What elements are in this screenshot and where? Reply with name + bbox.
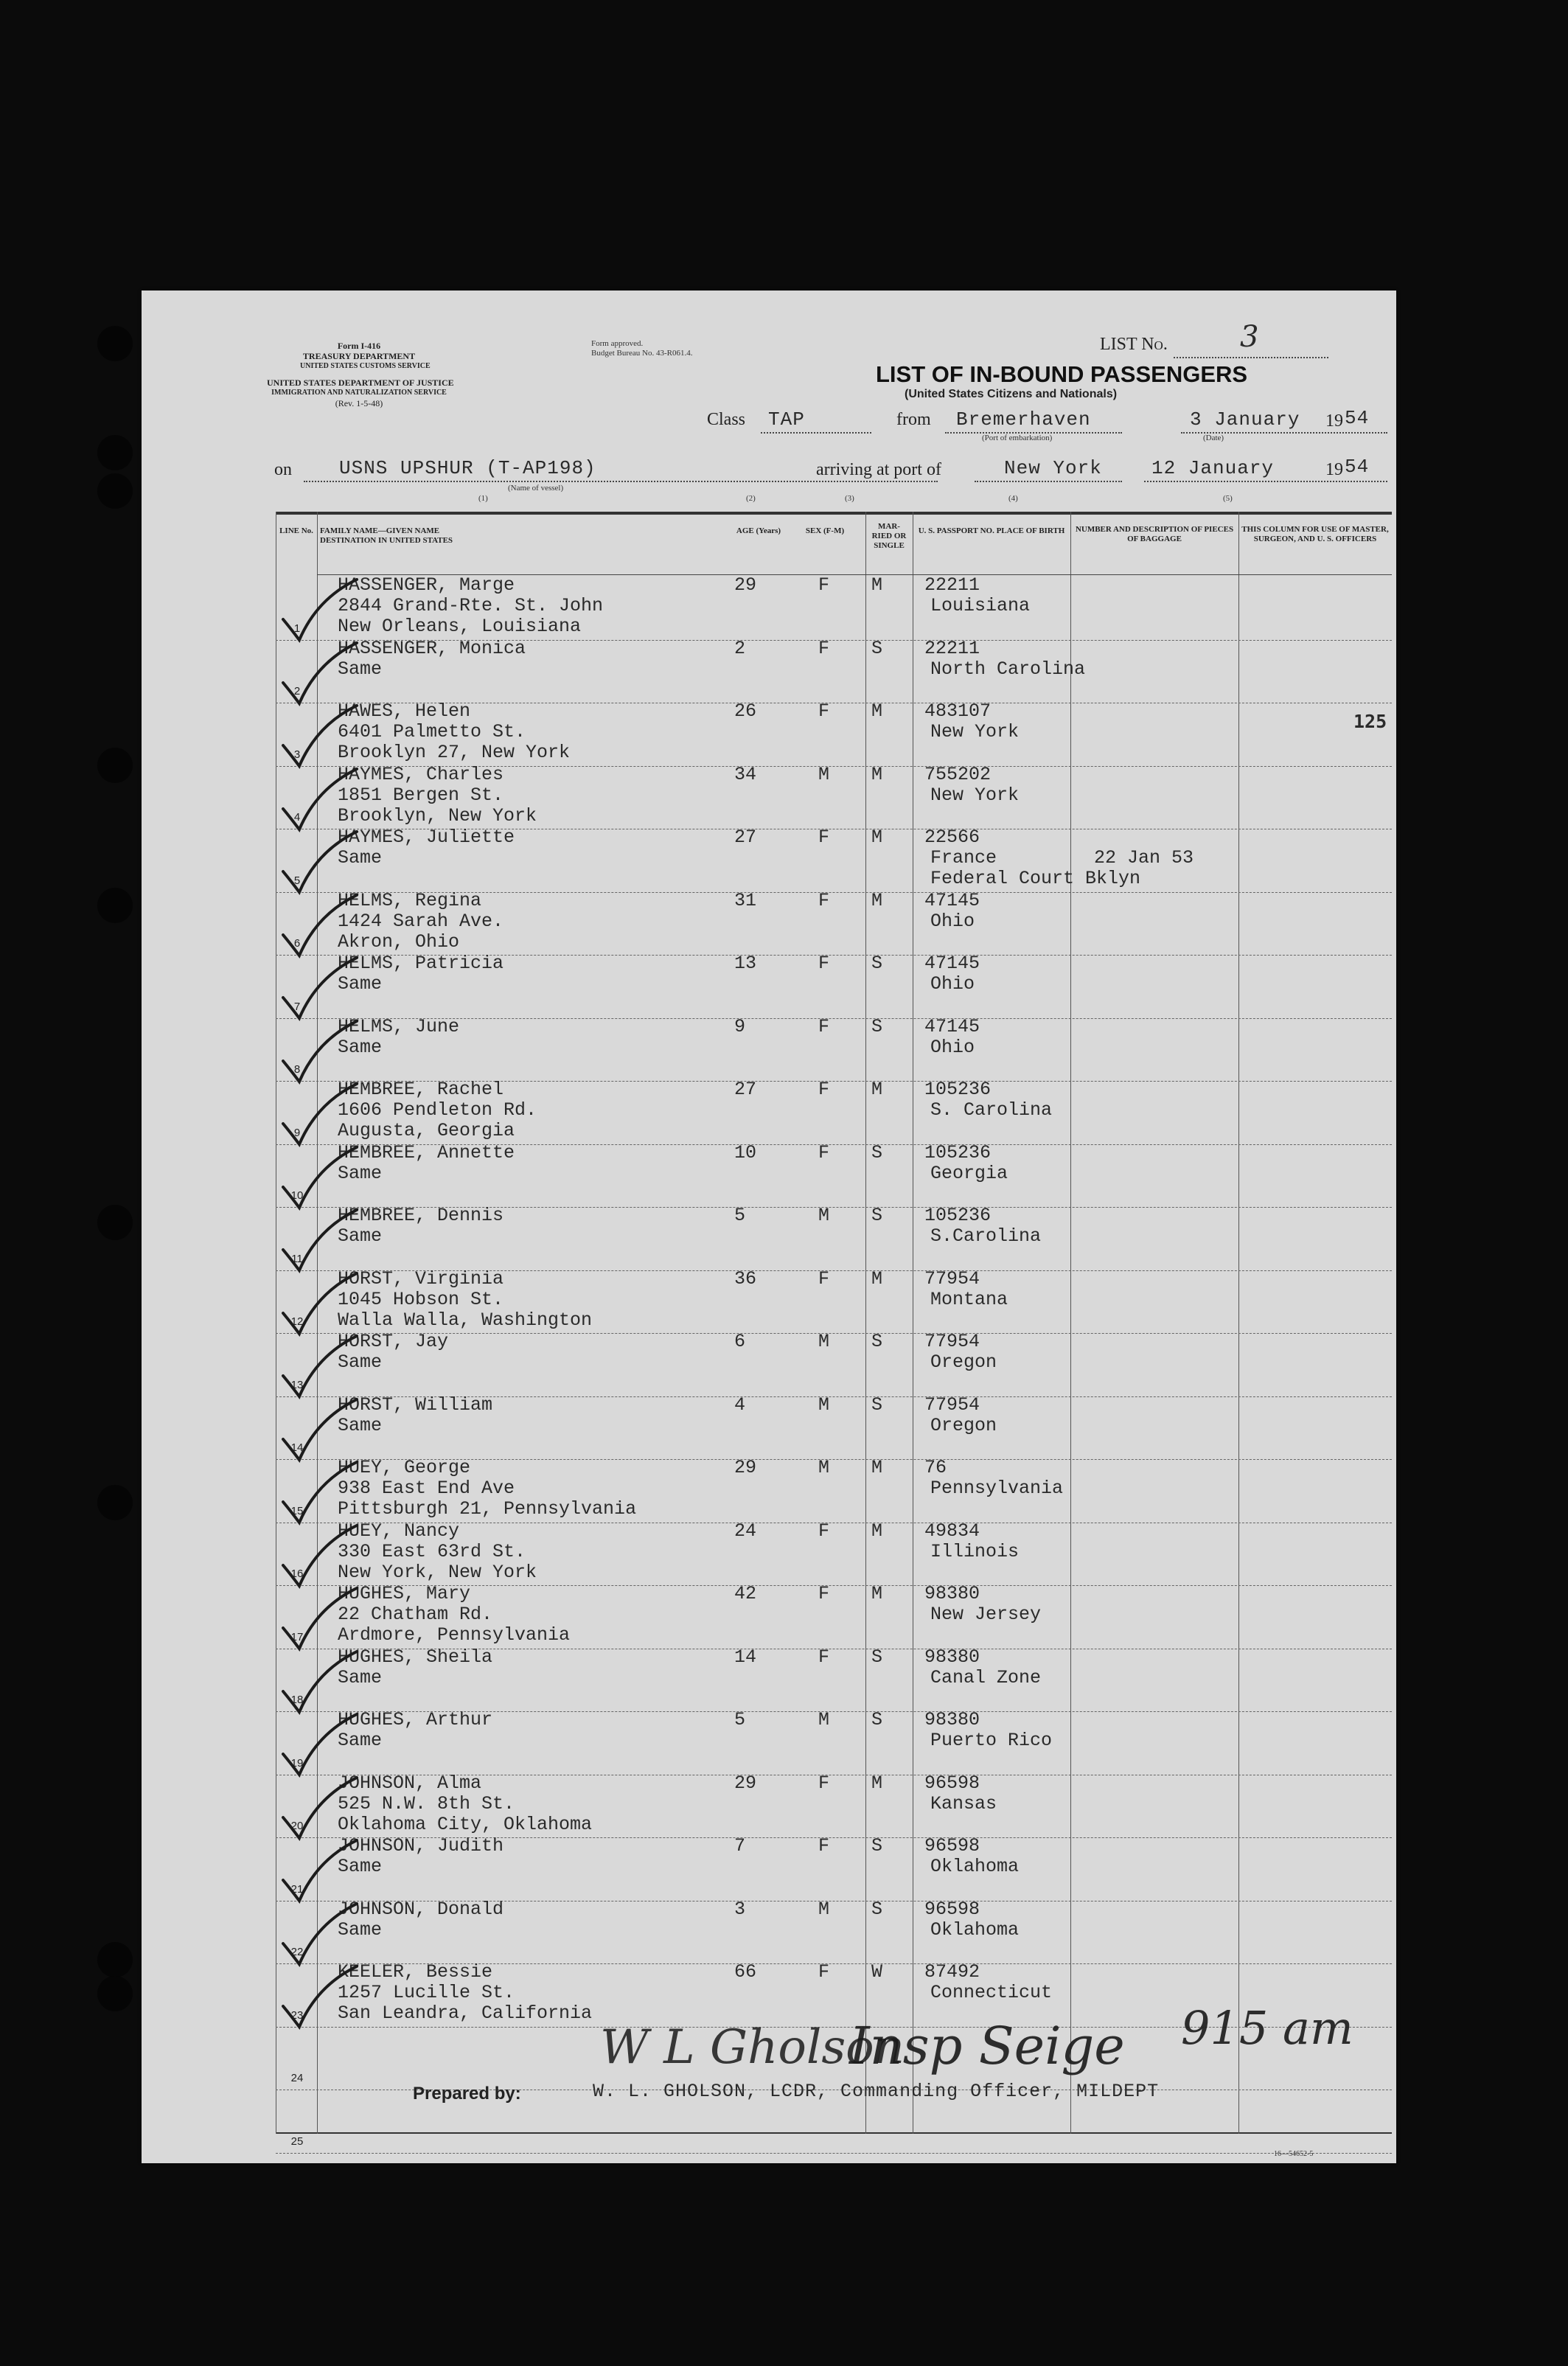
place-of-birth: Pennsylvania (930, 1478, 1064, 1499)
address-line-1: 525 N.W. 8th St. (338, 1792, 515, 1814)
line-number: 17 (290, 1630, 304, 1643)
passport-number: 98380 (924, 1583, 980, 1604)
passport-number: 96598 (924, 1835, 980, 1857)
place-of-birth: Puerto Rico (930, 1730, 1053, 1751)
embark-caption: (Port of embarkation) (982, 434, 1053, 442)
embark-year: 54 (1345, 407, 1370, 429)
table-row (276, 1837, 1392, 1901)
table-row (276, 829, 1392, 892)
sex-value: F (818, 953, 830, 974)
port-of-embarkation: Bremerhaven (956, 408, 1091, 431)
place-of-birth: Oklahoma (930, 1918, 1020, 1941)
col-num-3: (3) (845, 494, 854, 503)
col-header-married: MAR-RIED OR SINGLE (871, 522, 907, 550)
address-line-1: 1851 Bergen St. (338, 784, 504, 806)
table-row (276, 1393, 1392, 1460)
form-number: Form I-416 (337, 341, 381, 351)
address-line-1: 938 East End Ave (338, 1478, 515, 1499)
passenger-name: HELMS, Regina (338, 889, 482, 911)
age-value: 29 (734, 1772, 757, 1794)
sex-value: M (818, 1393, 830, 1416)
place-of-birth: Oregon (930, 1351, 997, 1373)
line-number: 4 (293, 811, 301, 824)
baggage-note: 22 Jan 53 (1094, 847, 1194, 869)
baggage-note-2: Federal Court Bklyn (930, 868, 1141, 889)
punch-hole (97, 748, 133, 783)
place-of-birth: New Jersey (930, 1604, 1042, 1625)
punch-hole (97, 1205, 133, 1240)
sex-value: F (818, 1646, 830, 1668)
line-number: 10 (290, 1189, 304, 1202)
dept-treasury: TREASURY DEPARTMENT (302, 351, 416, 361)
address-line-2: Akron, Ohio (338, 930, 460, 953)
punch-hole (97, 435, 133, 470)
place-of-birth: Canal Zone (930, 1666, 1042, 1688)
table-row (276, 889, 1392, 956)
passenger-name: HUEY, Nancy (338, 1520, 460, 1542)
table-row (276, 763, 1392, 829)
marital-status: M (871, 1457, 883, 1478)
table-row (276, 1520, 1392, 1586)
address-line-1: Same (338, 1225, 383, 1247)
address-line-1: 1606 Pendleton Rd. (338, 1099, 537, 1121)
list-no-value: 3 (1240, 320, 1260, 354)
line-number: 25 (290, 2134, 304, 2148)
place-of-birth: Georgia (930, 1162, 1008, 1184)
line-number: 12 (290, 1315, 304, 1328)
sex-value: M (818, 1205, 830, 1226)
form-footer-code: 16—54652-5 (1274, 2150, 1314, 2158)
address-line-1: 6401 Palmetto St. (338, 721, 526, 742)
passenger-name: HORST, William (338, 1393, 493, 1416)
line-number: 9 (293, 1126, 301, 1139)
table-row (276, 1459, 1392, 1523)
place-of-birth: Oklahoma (930, 1856, 1020, 1877)
sex-value: F (818, 1583, 830, 1604)
line-number: 18 (290, 1694, 304, 1706)
punch-hole (97, 473, 133, 509)
line-number: 20 (290, 1820, 304, 1832)
passenger-name: HEMBREE, Dennis (338, 1205, 504, 1226)
marital-status: S (871, 1709, 883, 1730)
passport-number: 96598 (924, 1772, 980, 1794)
punch-hole (97, 326, 133, 361)
embark-date: 3 January (1190, 408, 1300, 431)
arriving-label: arriving at port of (816, 460, 941, 479)
age-value: 66 (734, 1961, 757, 1983)
agency-block (300, 341, 431, 372)
dept-justice: UNITED STATES DEPARTMENT OF JUSTICE (267, 377, 454, 388)
address-line-1: Same (338, 847, 383, 869)
table-row (276, 637, 1392, 703)
col-header-baggage: NUMBER AND DESCRIPTION OF PIECES OF BAGGAGE (1075, 525, 1234, 543)
address-line-1: 1424 Sarah Ave. (338, 910, 504, 932)
marital-status: S (871, 1835, 883, 1857)
sex-value: M (818, 1457, 830, 1478)
address-line-2: Ardmore, Pennsylvania (338, 1624, 571, 1646)
sex-value: F (818, 1015, 830, 1037)
date-caption: (Date) (1203, 434, 1224, 442)
address-line-1: 1257 Lucille St. (338, 1982, 515, 2003)
on-label: on (274, 460, 292, 479)
address-line-2: Oklahoma City, Oklahoma (338, 1813, 593, 1835)
dept-customs: UNITED STATES CUSTOMS SERVICE (300, 362, 431, 370)
passport-number: 77954 (924, 1267, 980, 1290)
col-num-1: (1) (478, 494, 488, 503)
marital-status: M (871, 574, 883, 596)
line-number: 19 (290, 1756, 304, 1770)
place-of-birth: Louisiana (930, 595, 1031, 616)
table-row (276, 1646, 1392, 1712)
age-value: 27 (734, 827, 757, 848)
line-number: 23 (290, 2008, 304, 2022)
passenger-name: HAYMES, Juliette (338, 827, 515, 848)
marital-status: S (871, 1393, 883, 1416)
address-line-1: Same (338, 1666, 383, 1688)
age-value: 24 (734, 1520, 757, 1542)
place-of-birth: Ohio (930, 973, 975, 995)
marital-status: S (871, 953, 883, 974)
age-value: 4 (734, 1393, 746, 1416)
table-row (276, 1711, 1392, 1775)
line-number: 2 (293, 685, 301, 697)
passport-number: 96598 (924, 1898, 980, 1920)
table-row (276, 1081, 1392, 1144)
place-of-birth: Connecticut (930, 1982, 1053, 2003)
age-value: 6 (734, 1331, 746, 1352)
line-number: 22 (290, 1946, 304, 1958)
class-underline (761, 432, 871, 434)
address-line-1: Same (338, 1162, 383, 1184)
passenger-name: HAWES, Helen (338, 700, 471, 722)
passenger-name: HELMS, Patricia (338, 953, 504, 974)
passenger-name: HAYMES, Charles (338, 763, 504, 785)
marital-status: S (871, 637, 883, 659)
address-line-1: Same (338, 1036, 383, 1058)
place-of-birth: France (930, 847, 997, 869)
passport-number: 105236 (924, 1141, 992, 1163)
passenger-name: KEELER, Bessie (338, 1961, 493, 1983)
passport-number: 76 (924, 1457, 947, 1478)
passport-number: 49834 (924, 1520, 980, 1542)
line-number: 8 (293, 1063, 301, 1076)
punch-hole (97, 1976, 133, 2011)
place-of-birth: Ohio (930, 910, 975, 932)
passenger-name: JOHNSON, Alma (338, 1772, 482, 1794)
table-row (276, 955, 1392, 1018)
col-num-5: (5) (1223, 494, 1233, 503)
place-of-birth: New York (930, 784, 1020, 806)
marital-status: M (871, 1583, 883, 1604)
passenger-name: JOHNSON, Judith (338, 1835, 504, 1857)
table-row (276, 1267, 1392, 1334)
line-number: 6 (293, 937, 301, 950)
vessel-caption: (Name of vessel) (508, 484, 564, 493)
passenger-name: HEMBREE, Rachel (338, 1079, 504, 1100)
age-value: 2 (734, 637, 746, 659)
passenger-name: HUGHES, Arthur (338, 1709, 493, 1730)
line-number: 14 (290, 1441, 304, 1454)
passenger-name: HUGHES, Sheila (338, 1646, 493, 1668)
sex-value: F (818, 1267, 830, 1290)
arrival-port: New York (1004, 457, 1102, 479)
table-row (276, 574, 1392, 640)
sex-value: F (818, 1520, 830, 1542)
col-num-2: (2) (746, 494, 756, 503)
line-number: 16 (290, 1568, 304, 1580)
passport-number: 483107 (924, 700, 992, 722)
marital-status: S (871, 1898, 883, 1920)
form-title: LIST OF IN-BOUND PASSENGERS (876, 361, 1248, 387)
marital-status: W (871, 1961, 883, 1983)
line-number: 11 (291, 1252, 303, 1265)
age-value: 5 (734, 1709, 746, 1730)
passenger-name: HELMS, June (338, 1015, 460, 1037)
passport-number: 98380 (924, 1709, 980, 1730)
place-of-birth: Illinois (930, 1540, 1020, 1562)
passport-number: 22566 (924, 827, 980, 848)
passport-number: 105236 (924, 1079, 992, 1100)
sex-value: F (818, 1079, 830, 1100)
age-value: 3 (734, 1898, 746, 1920)
arrival-date-underline (1144, 481, 1387, 482)
passport-number: 47145 (924, 1015, 980, 1037)
arrival-port-underline (975, 481, 1122, 482)
age-value: 7 (734, 1835, 746, 1857)
place-of-birth: S.Carolina (930, 1225, 1042, 1247)
age-value: 42 (734, 1583, 757, 1604)
list-no-label: LIST No. (1100, 335, 1168, 354)
sex-value: F (818, 1141, 830, 1163)
dept-ins: IMMIGRATION AND NATURALIZATION SERVICE (271, 389, 447, 397)
sex-value: F (818, 827, 830, 848)
passport-number: 77954 (924, 1331, 980, 1352)
sex-value: M (818, 1331, 830, 1352)
age-value: 27 (734, 1079, 757, 1100)
marital-status: M (871, 1267, 883, 1290)
address-line-1: Same (338, 973, 383, 995)
officer-note: 125 (1353, 711, 1387, 732)
table-row (276, 1141, 1392, 1208)
prepared-by-label: Prepared by: (413, 2084, 521, 2104)
approval-note (591, 339, 692, 358)
approved-line: Form approved. (591, 339, 644, 348)
col-header-officers: THIS COLUMN FOR USE OF MASTER, SURGEON, AND U. S. OFFICERS (1241, 525, 1389, 543)
handwritten-signature: W L Gholson (600, 2020, 905, 2075)
inspector-note: Insp Seige (849, 2016, 1125, 2076)
place-of-birth: Oregon (930, 1414, 997, 1436)
address-line-1: 330 East 63rd St. (338, 1540, 526, 1562)
passport-number: 98380 (924, 1646, 980, 1668)
age-value: 10 (734, 1141, 757, 1163)
age-value: 36 (734, 1267, 757, 1290)
sex-value: F (818, 1772, 830, 1794)
address-line-1: Same (338, 1414, 383, 1436)
passenger-name: HORST, Jay (338, 1331, 449, 1352)
passport-number: 47145 (924, 889, 980, 911)
class-value: TAP (768, 408, 805, 431)
line-number: 7 (293, 1000, 301, 1013)
passport-number: 77954 (924, 1393, 980, 1416)
punch-hole (97, 888, 133, 923)
place-of-birth: Montana (930, 1288, 1008, 1310)
address-line-2: San Leandra, California (338, 2003, 593, 2024)
passport-number: 22211 (924, 574, 980, 596)
line-number: 3 (293, 748, 301, 761)
table-row (276, 1772, 1392, 1838)
punch-hole (97, 1485, 133, 1520)
passenger-name: HASSENGER, Marge (338, 574, 515, 596)
address-line-2: New Orleans, Louisiana (338, 616, 582, 637)
place-of-birth: New York (930, 721, 1020, 742)
age-value: 31 (734, 889, 757, 911)
prepared-by-value: W. L. GHOLSON, LCDR, Commanding Officer, MILDEPT (593, 2081, 1160, 2102)
passport-number: 87492 (924, 1961, 980, 1983)
arrival-year-prefix: 19 (1325, 460, 1343, 479)
address-line-1: Same (338, 1918, 383, 1941)
age-value: 14 (734, 1646, 757, 1668)
table-row (276, 1585, 1392, 1649)
age-value: 9 (734, 1015, 746, 1037)
class-label: Class (707, 410, 746, 429)
marital-status: S (871, 1646, 883, 1668)
arrival-date: 12 January (1151, 457, 1275, 479)
passport-number: 22211 (924, 637, 980, 659)
arrival-year: 54 (1345, 456, 1370, 478)
sex-value: M (818, 1709, 830, 1730)
col-header-line: LINE No. (279, 526, 313, 535)
line-number: 15 (290, 1504, 304, 1517)
sex-value: F (818, 700, 830, 722)
address-line-2: Pittsburgh 21, Pennsylvania (338, 1498, 637, 1520)
table-row (276, 1015, 1392, 1082)
marital-status: M (871, 763, 883, 785)
place-of-birth: Ohio (930, 1036, 975, 1058)
passenger-name: JOHNSON, Donald (338, 1898, 504, 1920)
vessel-underline (304, 481, 938, 482)
line-number: 24 (290, 2072, 304, 2084)
passport-number: 755202 (924, 763, 992, 785)
from-label: from (896, 410, 931, 429)
age-value: 5 (734, 1205, 746, 1226)
col-header-passport: U. S. PASSPORT NO. PLACE OF BIRTH (918, 526, 1065, 535)
sex-value: F (818, 1835, 830, 1857)
address-line-2: New York, New York (338, 1561, 537, 1583)
line-number: 5 (293, 874, 301, 887)
budget-line: Budget Bureau No. 43-R061.4. (591, 349, 693, 358)
passenger-name: HUEY, George (338, 1457, 471, 1478)
col-header-age: AGE (Years) (736, 526, 781, 535)
address-line-1: Same (338, 1351, 383, 1373)
passport-number: 47145 (924, 953, 980, 974)
marital-status: M (871, 889, 883, 911)
table-row (276, 1207, 1392, 1270)
passenger-name: HASSENGER, Monica (338, 637, 526, 659)
time-note: 915 am (1181, 2001, 1353, 2055)
col-num-4: (4) (1008, 494, 1018, 503)
agency-block-2 (267, 377, 454, 408)
table-row (276, 1898, 1392, 1964)
place-of-birth: Kansas (930, 1792, 997, 1814)
punch-hole (97, 1942, 133, 1977)
place-of-birth: S. Carolina (930, 1099, 1053, 1121)
marital-status: S (871, 1015, 883, 1037)
list-no-underline (1174, 357, 1328, 358)
sex-value: M (818, 1898, 830, 1920)
col-header-name: FAMILY NAME—GIVEN NAME DESTINATION IN UNITED STATES (320, 526, 453, 545)
marital-status: M (871, 700, 883, 722)
marital-status: S (871, 1205, 883, 1226)
sex-value: F (818, 574, 830, 596)
marital-status: M (871, 1079, 883, 1100)
passport-number: 105236 (924, 1205, 992, 1226)
address-line-2: Walla Walla, Washington (338, 1309, 593, 1331)
passenger-name: HEMBREE, Annette (338, 1141, 515, 1163)
address-line-1: 1045 Hobson St. (338, 1288, 504, 1310)
age-value: 26 (734, 700, 757, 722)
marital-status: M (871, 1772, 883, 1794)
sex-value: F (818, 1961, 830, 1983)
passenger-name: HORST, Virginia (338, 1267, 504, 1290)
marital-status: M (871, 827, 883, 848)
table-row (276, 700, 1392, 766)
check-mark-icon (280, 1956, 361, 2037)
line-number: 21 (290, 1882, 304, 1896)
age-value: 29 (734, 1457, 757, 1478)
sex-value: M (818, 763, 830, 785)
vessel-name: USNS UPSHUR (T-AP198) (339, 457, 596, 479)
address-line-2: Brooklyn, New York (338, 804, 537, 827)
passenger-name: HUGHES, Mary (338, 1583, 471, 1604)
line-number: 1 (293, 622, 301, 635)
table-row (276, 1333, 1392, 1396)
address-line-1: 22 Chatham Rd. (338, 1604, 493, 1625)
sex-value: F (818, 889, 830, 911)
embark-year-prefix: 19 (1325, 411, 1343, 431)
form-revision: (Rev. 1-5-48) (335, 398, 383, 408)
line-number: 13 (290, 1378, 304, 1391)
address-line-1: Same (338, 658, 383, 680)
address-line-2: Brooklyn 27, New York (338, 742, 571, 763)
col-header-sex: SEX (F-M) (805, 526, 845, 535)
manifest-sheet (142, 290, 1396, 2163)
address-line-1: Same (338, 1856, 383, 1877)
address-line-2: Augusta, Georgia (338, 1120, 515, 1141)
place-of-birth: North Carolina (930, 658, 1086, 680)
age-value: 13 (734, 953, 757, 974)
form-subtitle: (United States Citizens and Nationals) (905, 388, 1118, 400)
marital-status: M (871, 1520, 883, 1542)
marital-status: S (871, 1141, 883, 1163)
marital-status: S (871, 1331, 883, 1352)
address-line-1: Same (338, 1730, 383, 1751)
passenger-table (276, 512, 1392, 2148)
age-value: 34 (734, 763, 757, 785)
sex-value: F (818, 637, 830, 659)
age-value: 29 (734, 574, 757, 596)
address-line-1: 2844 Grand-Rte. St. John (338, 595, 604, 616)
